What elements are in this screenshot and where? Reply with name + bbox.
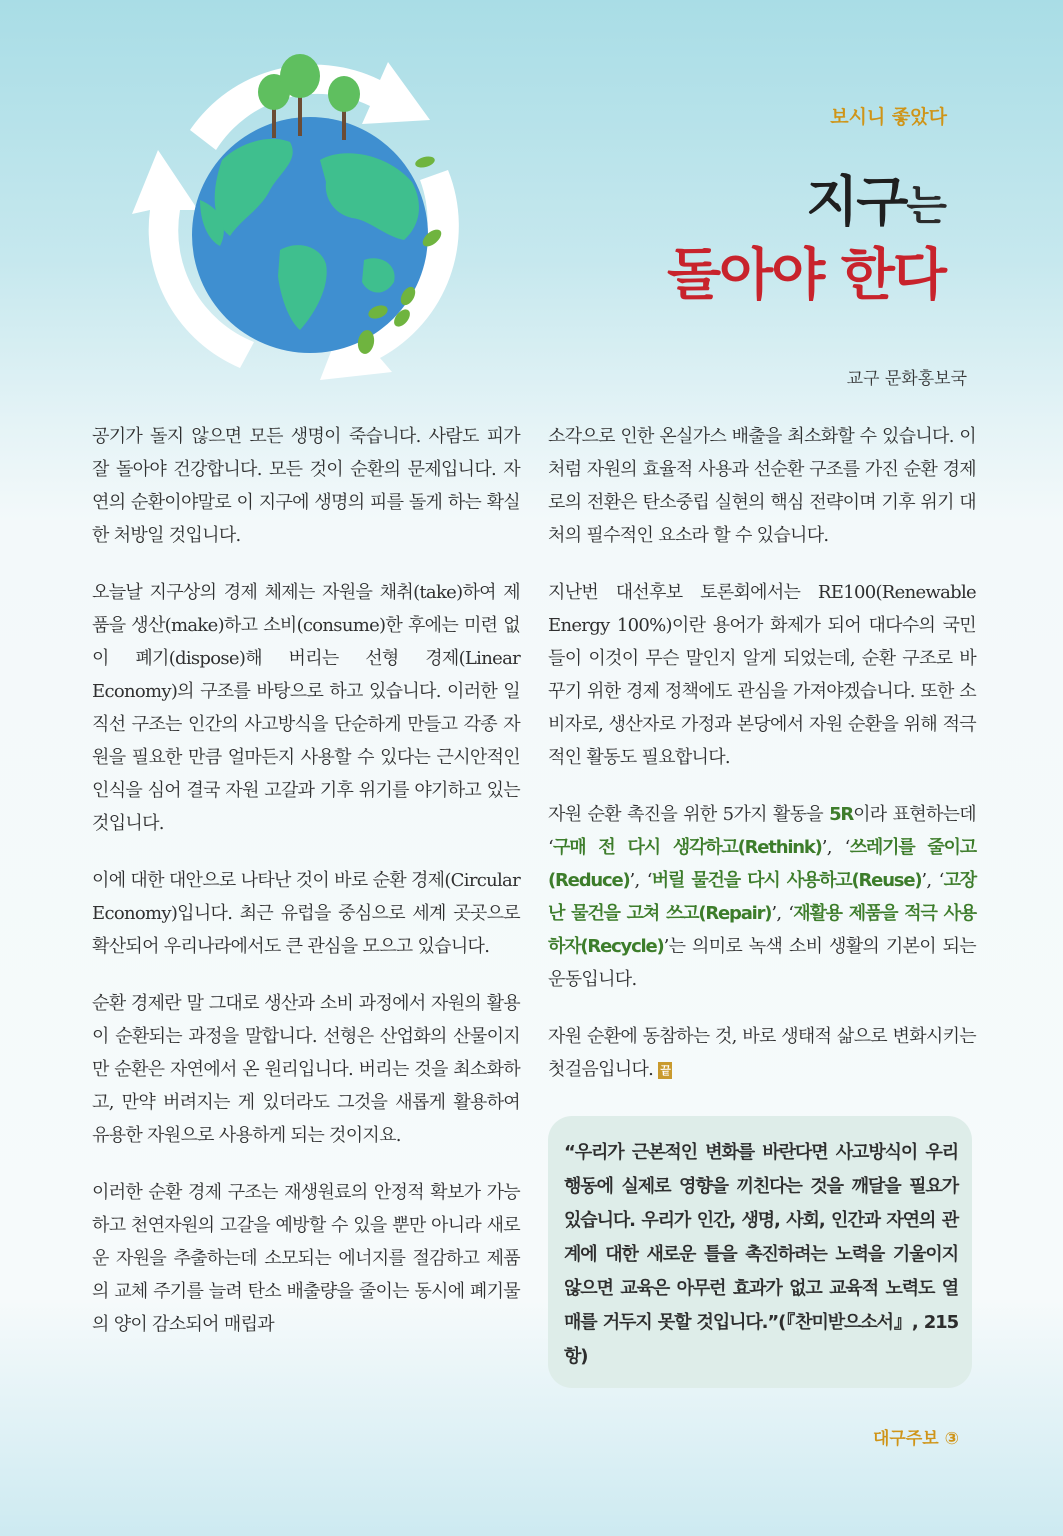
author-byline: 교구 문화홍보국 <box>846 369 967 389</box>
five-r-paragraph <box>548 798 976 996</box>
paragraph: 이에 대한 대안으로 나타난 것이 바로 순환 경제(Circular Economy)입니다. 최근 유럽을 중심으로 세계 곳곳으로 확산되어 우리나라에서도 큰 관심을 모으고 있습니다. <box>92 870 520 957</box>
article-column-right <box>548 420 976 1110</box>
paragraph: 오늘날 지구상의 경제 체제는 자원을 채취(take)하여 제품을 생산(make)하고 소비(consume)한 후에는 미련 없이 폐기(dispose)해 버리는 선형 경제(Linear Economy)의 구조를 바탕으로 하고 있습니다. 이러한 일직선 구조는 인간의 사고방식을 단순하게 만들고 각종 자원을 필요한 만큼 얼마든지 사용할 수 있다는 근시안적인 인식을 심어 결국 자원 고갈과 기후 위기를 야기하고 있는 것입니다. <box>92 582 520 834</box>
earth-illustration <box>130 50 490 390</box>
quote-box <box>548 1116 972 1388</box>
five-r-term: 5R <box>829 804 854 825</box>
title-main: 지구 <box>806 170 907 233</box>
closing-text: 자원 순환에 동참하는 것, 바로 생태적 삶으로 변화시키는 첫걸음입니다. <box>548 1026 976 1080</box>
five-r-intro: 자원 순환 촉진을 위한 5가지 활동을 <box>548 804 830 825</box>
paragraph: 이러한 순환 경제 구조는 재생원료의 안정적 확보가 가능하고 천연자원의 고갈을 예방할 수 있을 뿐만 아니라 새로운 자원을 추출하는데 소모되는 에너지를 절감하고 제품의 교체 주기를 늘려 탄소 배출량을 줄이는 동시에 폐기물의 양이 감소되어 매립과 <box>92 1182 520 1335</box>
five-r-recycle: 재활용 제품을 적극 사용하자(Recycle) <box>548 903 976 957</box>
five-r-sep: ’, ‘ <box>629 870 652 891</box>
end-mark-icon: 끝 <box>660 1063 671 1077</box>
five-r-sep: ’, ‘ <box>771 903 794 924</box>
closing-paragraph <box>548 1020 976 1086</box>
paragraph: 순환 경제란 말 그대로 생산과 소비 과정에서 자원의 활용이 순환되는 과정을 말합니다. 선형은 산업화의 산물이지만 순환은 자연에서 온 원리입니다. 버리는 것을 최소화하고, 만약 버려지는 게 있더라도 그것을 새롭게 활용하여 유용한 자원으로 사용하게 되는 것이지요. <box>92 993 520 1146</box>
five-r-sep: ’, ‘ <box>821 837 850 858</box>
paragraph: 지난번 대선후보 토론회에서는 RE100(Renewable Energy 100%)이란 용어가 화제가 되어 대다수의 국민들이 이것이 무슨 말인지 알게 되었는데, 순환 구조로 바꾸기 위한 경제 정책에도 관심을 가져야겠습니다. 또한 소비자로, 생산자로 가정과 본당에서 자원 순환을 위해 적극적인 활동도 필요합니다. <box>548 582 976 768</box>
title-particle: 는 <box>906 181 945 230</box>
five-r-outro: ’는 의미로 녹색 소비 생활의 기본이 되는 운동입니다. <box>548 936 976 990</box>
title-line-2: 돌아야 한다 <box>667 243 945 308</box>
footer-page-label: 대구주보 ③ <box>873 1429 959 1449</box>
five-r-repair: 고장난 물건을 고쳐 쓰고(Repair) <box>548 870 976 924</box>
title-line-1 <box>667 170 945 238</box>
page-title <box>667 170 945 314</box>
paragraph: 소각으로 인한 온실가스 배출을 최소화할 수 있습니다. 이처럼 자원의 효율적 사용과 선순환 구조를 가진 순환 경제로의 전환은 탄소중립 실현의 핵심 전략이며 기후 위기 대처의 필수적인 요소라 할 수 있습니다. <box>548 426 976 546</box>
five-r-mid: 이라 표현하는데 ‘ <box>548 804 976 858</box>
article-column-left <box>92 420 520 1365</box>
five-r-reduce: 쓰레기를 줄이고(Reduce) <box>548 837 976 891</box>
globe-icon <box>192 117 428 353</box>
paragraph: 공기가 돌지 않으면 모든 생명이 죽습니다. 사람도 피가 잘 돌아야 건강합니다. 모든 것이 순환의 문제입니다. 자연의 순환이야말로 이 지구에 생명의 피를 돌게 하는 확실한 처방일 것입니다. <box>92 426 520 546</box>
section-tag: 보시니 좋았다 <box>830 106 947 128</box>
five-r-sep: ’, ‘ <box>921 870 944 891</box>
five-r-rethink: 구매 전 다시 생각하고(Rethink) <box>553 837 822 858</box>
quote-text: “우리가 근본적인 변화를 바란다면 사고방식이 우리 행동에 실제로 영향을 끼친다는 것을 깨달을 필요가 있습니다. 우리가 인간, 생명, 사회, 인간과 자연의 관계에 대한 새로운 틀을 촉진하려는 노력을 기울이지 않으면 교육은 아무런 효과가 없고 교육적 노력도 열매를 거두지 못할 것입니다.”(『찬미받으소서』, 215항) <box>564 1142 958 1367</box>
five-r-reuse: 버릴 물건을 다시 사용하고(Reuse) <box>651 870 922 891</box>
